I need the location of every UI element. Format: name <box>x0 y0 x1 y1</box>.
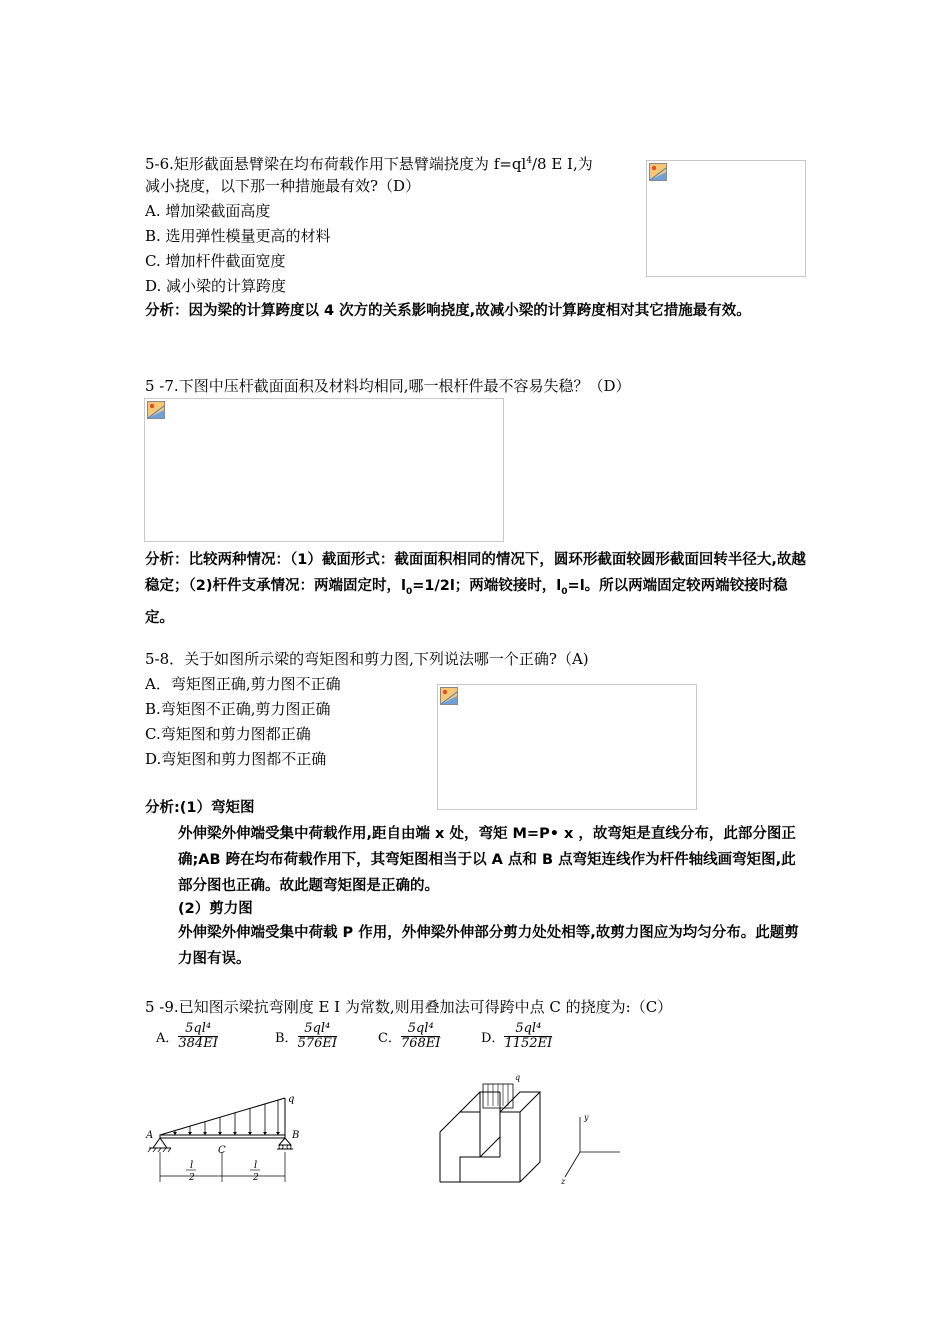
span-label-l2: l <box>254 1160 258 1171</box>
q58-option-b: B.弯矩图不正确,剪力图正确 <box>145 700 331 718</box>
q56-analysis: 分析：因为梁的计算跨度以 4 次方的关系影响挠度,故减小梁的计算跨度相对其它措施最有效。 <box>145 303 751 319</box>
q59-3d-block-figure <box>435 1072 625 1187</box>
broken-image-icon <box>147 401 165 419</box>
q57-question: 5 -7.下图中压杆截面面积及材料均相同,哪一根杆件最不容易失稳？（D） <box>145 377 631 395</box>
q58-option-c: C.弯矩图和剪力图都正确 <box>145 725 311 743</box>
broken-image-icon <box>440 687 458 705</box>
broken-image-icon <box>649 163 667 181</box>
q59-option-d: D． $\frac{\text{5ql⁴}}{1152EI}$ <box>481 1021 553 1051</box>
q58-option-a: A．弯矩图正确,剪力图不正确 <box>145 675 341 693</box>
load-label-q-3d: q <box>515 1073 521 1082</box>
load-label-q: q <box>288 1094 295 1105</box>
q58-question: 5-8．关于如图所示梁的弯矩图和剪力图,下列说法哪一个正确?（A) <box>145 650 589 668</box>
point-label-a: A <box>146 1130 154 1141</box>
q56-option-d: D. 减小梁的计算跨度 <box>145 277 287 295</box>
q59-option-b: B． $\frac{\text{5ql⁴}}{576EI}$ <box>275 1021 338 1051</box>
point-label-c: C <box>218 1145 226 1156</box>
q56-option-a: A. 增加梁截面高度 <box>145 202 271 220</box>
q59-question: 5 -9.已知图示梁抗弯刚度 E I 为常数,则用叠加法可得跨中点 C 的挠度为:（C） <box>145 998 673 1016</box>
q58-analysis-heading: 分析:(1）弯矩图 <box>145 800 255 816</box>
q56-figure-placeholder <box>646 160 806 277</box>
q56-question-line1: 5-6.矩形截面悬臂梁在均布荷载作用下悬臂端挠度为 $f=ql^4/8$ E I,为 <box>145 155 593 173</box>
q58-option-d: D.弯矩图和剪力图都不正确 <box>145 750 327 768</box>
q59-option-c: C． $\frac{\text{5ql⁴}}{768EI}$ <box>378 1021 441 1051</box>
q56-option-b: B. 选用弹性模量更高的材料 <box>145 227 331 245</box>
span-label-half2: 2 <box>253 1173 259 1183</box>
q59-beam-figure <box>140 1090 310 1185</box>
span-label-l1: l <box>190 1160 194 1171</box>
q58-analysis-heading2: (2）剪力图 <box>178 901 253 917</box>
q58-analysis-moment: 外伸梁外伸端受集中荷载作用,距自由端 x 处，弯矩 M=P• x ，故弯矩是直线分布，此部分图正确;AB 跨在均布荷载作用下，其弯矩图相当于以 A 点和 B 点弯矩连线作为杆件轴线画弯矩图,此部分图也正确。故此题弯矩图是正确的。 <box>178 826 796 894</box>
q56-option-c: C. 增加杆件截面宽度 <box>145 252 286 270</box>
q59-option-a: A． $\frac{\text{5ql⁴}}{384EI}$ <box>156 1021 218 1051</box>
q58-figure-placeholder <box>437 684 697 810</box>
q58-analysis-shear: 外伸梁外伸端受集中荷载 P 作用，外伸梁外伸部分剪力处处相等,故剪力图应为均匀分布。此题剪力图有误。 <box>178 925 799 967</box>
axis-label-y: y <box>584 1113 589 1122</box>
q56-question-line2: 减小挠度，以下那一种措施最有效?（D） <box>145 177 421 195</box>
axis-label-z: z <box>561 1177 566 1186</box>
q57-analysis: 分析：比较两种情况：（1）截面形式：截面面积相同的情况下，圆环形截面较圆形截面回转半径大,故越稳定；（2)杆件支承情况：两端固定时，$l_0=1/2l$；两端铰接时，$l_0=l$。所以两端固定较两端铰接时稳定。 <box>145 552 806 626</box>
q57-figure-placeholder <box>144 398 504 542</box>
point-label-b: B <box>292 1130 300 1141</box>
span-label-half1: 2 <box>189 1173 195 1183</box>
